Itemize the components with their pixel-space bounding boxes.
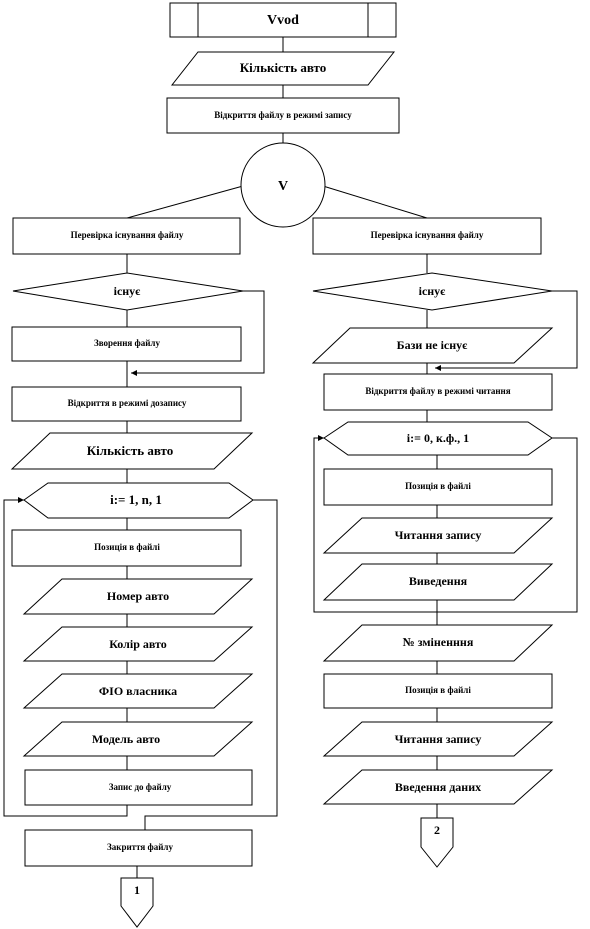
- left-create-file-block: [12, 327, 241, 361]
- open-write-label: Відкриття файлу в режимі запису: [214, 110, 352, 121]
- left-car-color-block: [24, 627, 252, 661]
- left-car-model-block: [24, 722, 252, 756]
- left-connector-label: 1: [134, 882, 140, 897]
- branch-label: V: [277, 179, 289, 195]
- left-owner-name-block: [24, 674, 252, 708]
- left-car-color-label: Колір авто: [109, 636, 167, 651]
- left-close-file-label: Закриття файлу: [107, 842, 173, 853]
- left-decision-exists-label: існує: [113, 283, 141, 298]
- left-close-file-block: [25, 830, 252, 866]
- left-offpage-connector: [121, 878, 153, 927]
- right-decision-exists: [313, 273, 552, 310]
- left-write-record-block: [25, 770, 252, 805]
- left-write-record-label: Запис до файлу: [108, 782, 172, 793]
- right-connector-label: 2: [434, 822, 440, 837]
- right-check-exists-block: [313, 218, 541, 254]
- left-input-count-label: Кількість авто: [86, 442, 174, 458]
- left-check-exists-block: [13, 218, 240, 254]
- right-check-exists-label: Перевірка існування файлу: [370, 230, 484, 241]
- right-read-record-label: Читання запису: [394, 527, 482, 542]
- right-no-base-block: [313, 328, 552, 363]
- right-input-data-block: [324, 770, 552, 804]
- right-read-record2-block: [324, 722, 552, 756]
- left-loop-label: i:= 1, n, 1: [110, 491, 162, 507]
- right-read-record-block: [324, 518, 552, 553]
- left-decision-exists: [13, 273, 243, 310]
- left-position-block: [12, 530, 241, 566]
- right-position2-block: [324, 674, 552, 708]
- left-car-number-block: [24, 579, 252, 614]
- left-loop-block: [24, 483, 253, 518]
- input-count-block: [172, 52, 394, 85]
- right-loop-label: i:= 0, к.ф., 1: [406, 430, 470, 445]
- left-car-number-label: Номер авто: [106, 588, 170, 603]
- left-create-file-label: Зворення файлу: [93, 338, 161, 349]
- open-write-block: [167, 98, 399, 133]
- right-open-read-block: [324, 374, 552, 410]
- right-output-label: Виведення: [408, 573, 468, 588]
- right-change-number-block: [324, 625, 552, 661]
- right-position-block: [324, 469, 552, 505]
- branch-connector: [241, 143, 325, 227]
- right-position-label: Позиція в файлі: [405, 481, 471, 492]
- left-car-model-label: Модель авто: [91, 731, 161, 746]
- left-open-append-label: Відкриття в режимі дозапису: [67, 398, 187, 409]
- start-block: [170, 3, 396, 37]
- start-label: Vvod: [267, 13, 299, 29]
- left-check-exists-label: Перевірка існування файлу: [70, 230, 184, 241]
- right-change-number-label: № зміненння: [402, 634, 474, 649]
- right-no-base-label: Бази не існує: [396, 337, 468, 352]
- right-read-record2-label: Читання запису: [394, 731, 482, 746]
- right-open-read-label: Відкриття файлу в режимі читання: [365, 386, 511, 397]
- right-decision-exists-label: існує: [418, 283, 446, 298]
- right-output-block: [324, 564, 552, 600]
- left-owner-name-label: ФІО власника: [98, 683, 178, 698]
- input-count-label: Кількість авто: [239, 59, 327, 75]
- right-offpage-connector: [421, 818, 453, 867]
- right-input-data-label: Введення даних: [394, 779, 482, 794]
- left-position-label: Позиція в файлі: [94, 542, 160, 553]
- right-loop-block: [324, 422, 552, 455]
- right-position2-label: Позиція в файлі: [405, 685, 471, 696]
- left-input-count-block: [12, 433, 252, 469]
- left-open-append-block: [12, 387, 241, 421]
